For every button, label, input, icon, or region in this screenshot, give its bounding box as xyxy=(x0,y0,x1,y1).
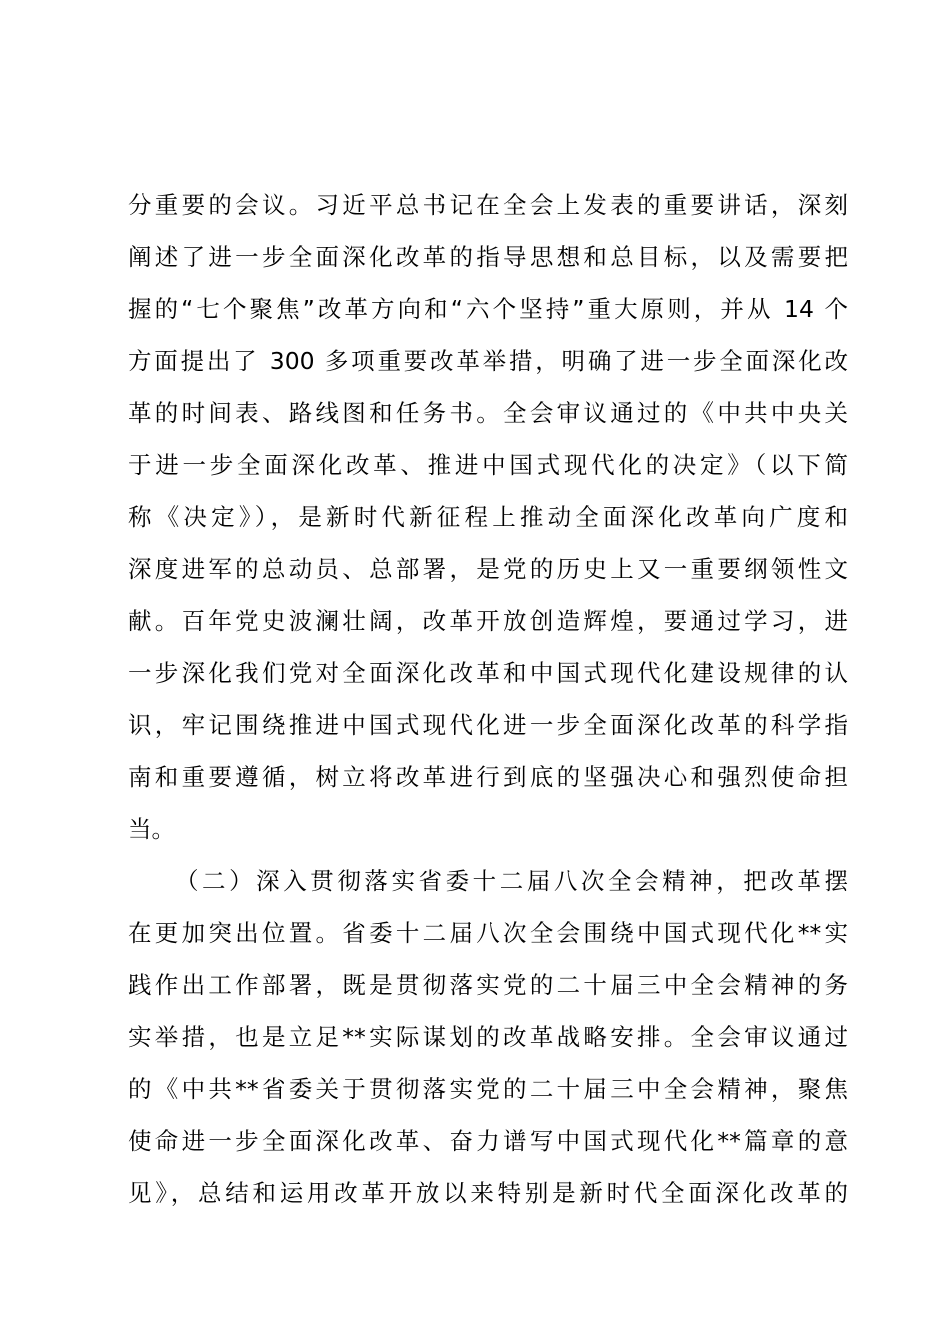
text-line: 践作出工作部署，既是贯彻落实党的二十届三中全会精神的务 xyxy=(128,971,848,999)
text-line: 分重要的会议。习近平总书记在全会上发表的重要讲话，深刻 xyxy=(128,191,848,219)
text-line: 见》，总结和运用改革开放以来特别是新时代全面深化改革的 xyxy=(128,1179,848,1207)
body-text xyxy=(128,179,848,1219)
text-line: 阐述了进一步全面深化改革的指导思想和总目标，以及需要把 xyxy=(128,243,848,271)
text-line: 一步深化我们党对全面深化改革和中国式现代化建设规律的认 xyxy=(128,659,848,687)
text-line: 南和重要遵循，树立将改革进行到底的坚强决心和强烈使命担 xyxy=(128,763,848,791)
text-line: 于进一步全面深化改革、推进中国式现代化的决定》（以下简 xyxy=(128,451,848,479)
paragraph-end-line: 当。 xyxy=(128,815,175,843)
section-heading-line: （二）深入贯彻落实省委十二届八次全会精神，把改革摆 xyxy=(175,867,848,895)
text-line: 在更加突出位置。省委十二届八次全会围绕中国式现代化**实 xyxy=(128,919,848,947)
text-line: 的《中共**省委关于贯彻落实党的二十届三中全会精神，聚焦 xyxy=(128,1075,848,1103)
text-line: 使命进一步全面深化改革、奋力谱写中国式现代化**篇章的意 xyxy=(128,1127,848,1155)
text-line: 献。百年党史波澜壮阔，改革开放创造辉煌，要通过学习，进 xyxy=(128,607,848,635)
text-line: 革的时间表、路线图和任务书。全会审议通过的《中共中央关 xyxy=(128,399,848,427)
text-line: 握的“七个聚焦”改革方向和“六个坚持”重大原则，并从 14 个 xyxy=(128,295,848,323)
text-line: 方面提出了 300 多项重要改革举措，明确了进一步全面深化改 xyxy=(128,347,848,375)
text-line: 实举措，也是立足**实际谋划的改革战略安排。全会审议通过 xyxy=(128,1023,848,1051)
text-line: 称《决定》），是新时代新征程上推动全面深化改革向广度和 xyxy=(128,503,848,531)
text-line: 识，牢记围绕推进中国式现代化进一步全面深化改革的科学指 xyxy=(128,711,848,739)
text-line: 深度进军的总动员、总部署，是党的历史上又一重要纲领性文 xyxy=(128,555,848,583)
